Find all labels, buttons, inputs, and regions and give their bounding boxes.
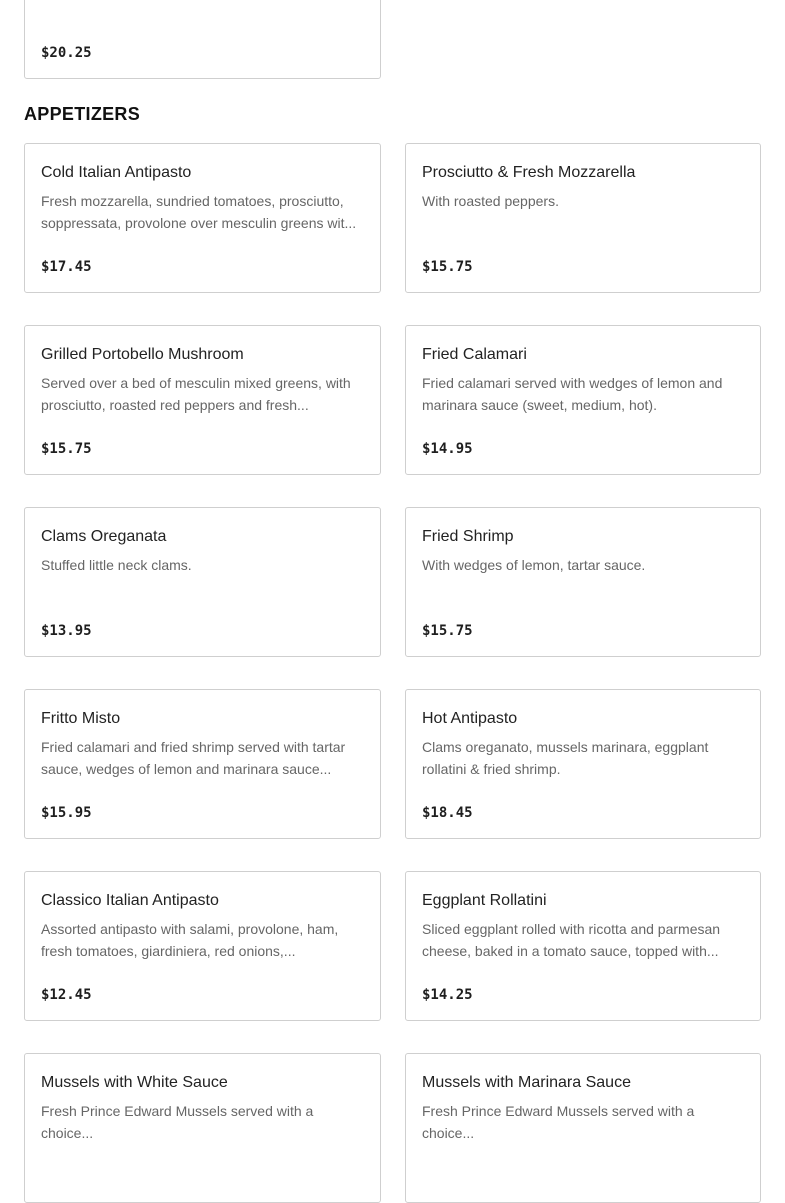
- item-price: $14.25: [422, 987, 473, 1003]
- item-description: Fresh Prince Edward Mussels served with a choice...: [41, 1103, 314, 1141]
- item-description: Assorted antipasto with salami, provolone, ham, fresh tomatoes, giardiniera, red onions,...: [41, 921, 339, 959]
- menu-item-card[interactable]: [24, 507, 381, 657]
- item-name: Mussels with White Sauce: [41, 1074, 228, 1091]
- menu-item-card[interactable]: [405, 689, 761, 839]
- item-name: Fried Calamari: [422, 346, 527, 363]
- item-name: Clams Oreganata: [41, 528, 167, 545]
- menu-item-card[interactable]: [24, 325, 381, 475]
- menu-item-card[interactable]: [24, 1053, 381, 1203]
- item-name: Fritto Misto: [41, 710, 121, 727]
- item-price: $17.45: [41, 259, 92, 275]
- item-description: Clams oreganato, mussels marinara, eggplant rollatini & fried shrimp.: [422, 739, 709, 777]
- menu-item-card[interactable]: [405, 325, 761, 475]
- item-price: $15.95: [41, 805, 92, 821]
- item-price: $15.75: [422, 623, 473, 639]
- item-description: Fresh mozzarella, sundried tomatoes, prosciutto, soppressata, provolone over mesculin greens wit...: [41, 193, 357, 231]
- menu-item-card[interactable]: [405, 143, 761, 293]
- item-name: Fried Shrimp: [422, 528, 514, 545]
- item-name: Prosciutto & Fresh Mozzarella: [422, 164, 636, 181]
- menu-item-card[interactable]: [405, 507, 761, 657]
- item-description: Fresh Prince Edward Mussels served with a choice...: [422, 1103, 695, 1141]
- item-description: Fried calamari and fried shrimp served with tartar sauce, wedges of lemon and marinara sauce...: [41, 739, 346, 777]
- item-name: Classico Italian Antipasto: [41, 892, 219, 909]
- item-name: Mussels with Marinara Sauce: [422, 1074, 631, 1091]
- item-description: Served over a bed of mesculin mixed greens, with prosciutto, roasted red peppers and fresh...: [41, 375, 351, 413]
- menu-item-card[interactable]: [24, 0, 381, 79]
- item-name: Hot Antipasto: [422, 710, 518, 727]
- item-price: $15.75: [41, 441, 92, 457]
- menu-item-card[interactable]: [24, 871, 381, 1021]
- item-price: $13.95: [41, 623, 92, 639]
- item-description: Sliced eggplant rolled with ricotta and parmesan cheese, baked in a tomato sauce, topped with...: [422, 921, 721, 959]
- item-price: $14.95: [422, 441, 473, 457]
- item-name: Eggplant Rollatini: [422, 892, 547, 909]
- menu-item-card[interactable]: [24, 143, 381, 293]
- item-price: $12.45: [41, 987, 92, 1003]
- item-description: With wedges of lemon, tartar sauce.: [422, 557, 646, 573]
- section-title: APPETIZERS: [24, 104, 141, 124]
- menu-item-card[interactable]: [24, 689, 381, 839]
- item-description: With roasted peppers.: [422, 193, 559, 209]
- item-description: Fried calamari served with wedges of lemon and marinara sauce (sweet, medium, hot).: [422, 375, 723, 413]
- item-price: $15.75: [422, 259, 473, 275]
- item-price: $18.45: [422, 805, 473, 821]
- item-description: Stuffed little neck clams.: [41, 557, 192, 573]
- item-name: Cold Italian Antipasto: [41, 164, 192, 181]
- menu-item-card[interactable]: [405, 871, 761, 1021]
- item-name: Grilled Portobello Mushroom: [41, 346, 244, 363]
- item-price: $20.25: [41, 45, 92, 61]
- menu-item-card[interactable]: [405, 1053, 761, 1203]
